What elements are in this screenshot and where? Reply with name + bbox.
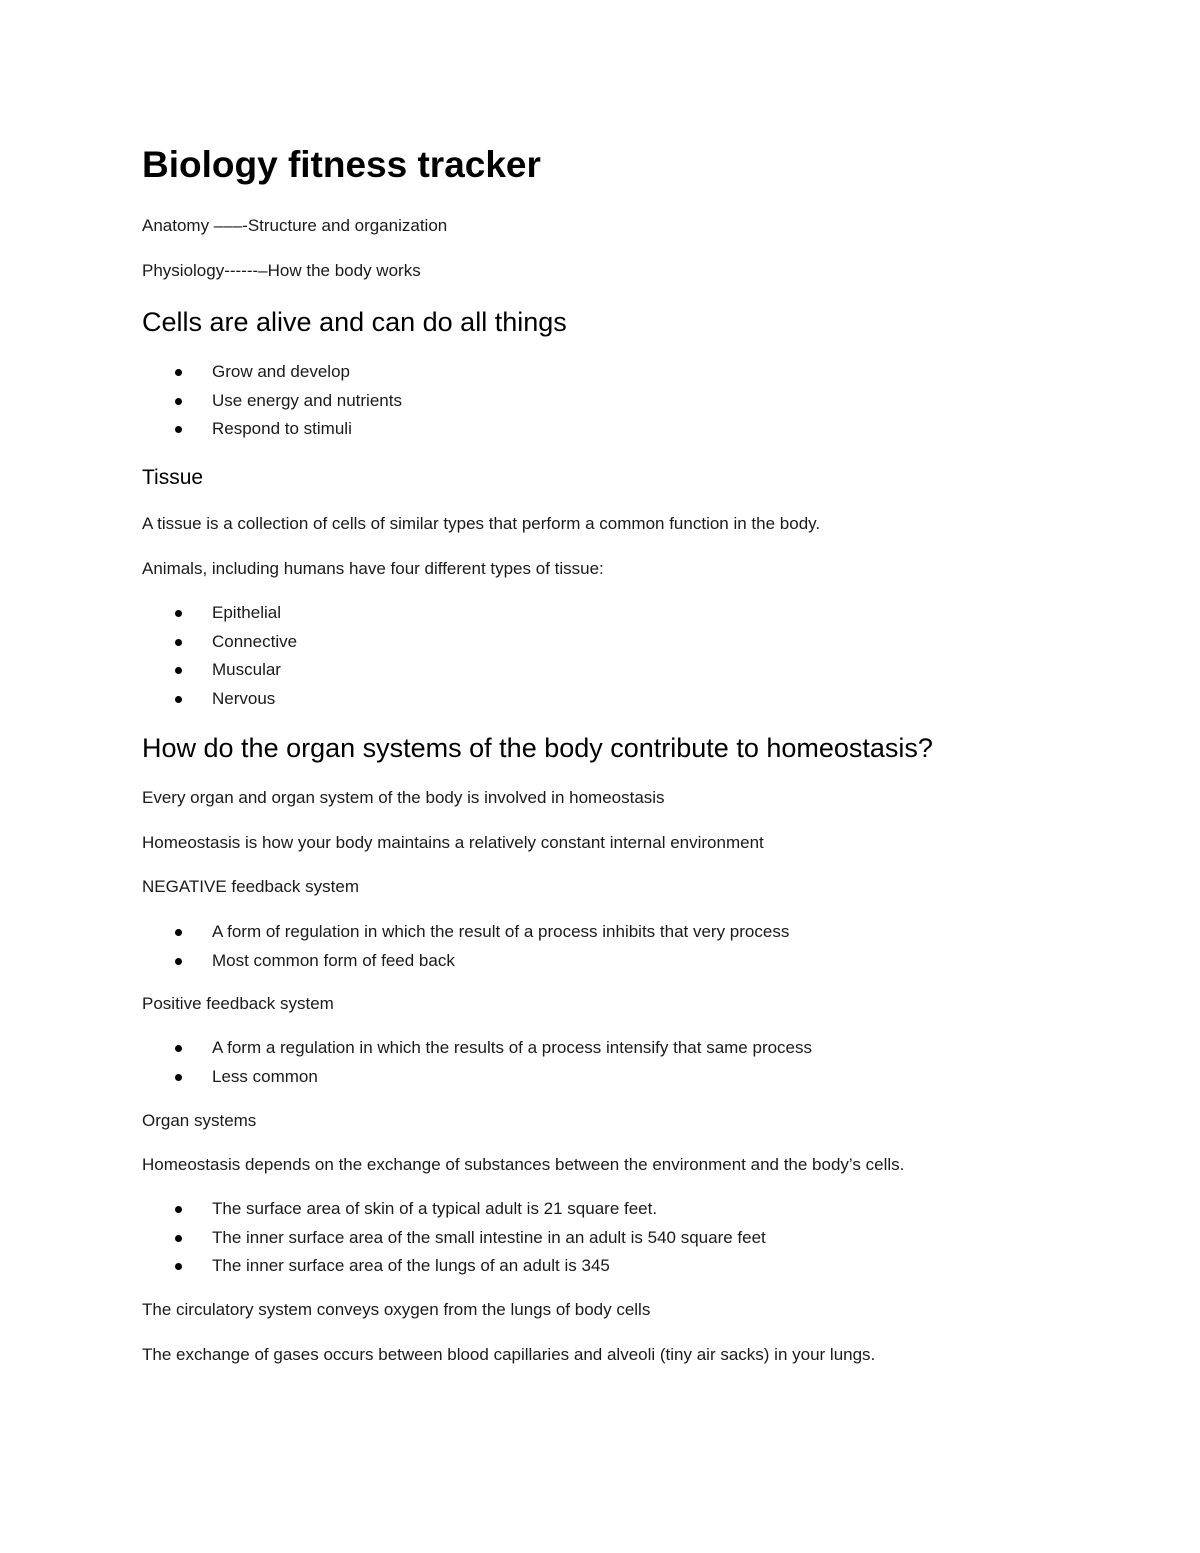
bullet-icon xyxy=(175,398,182,405)
exchange-line: Homeostasis depends on the exchange of substances between the environment and the body’s cells. xyxy=(142,1155,905,1174)
tissue-heading: Tissue xyxy=(142,466,204,489)
list-item xyxy=(142,1252,766,1281)
list-item-text: Less common xyxy=(212,1066,318,1086)
list-item xyxy=(142,415,402,444)
anatomy-line: Anatomy –––-Structure and organization xyxy=(142,216,448,235)
list-item xyxy=(142,387,402,416)
list-item-text: A form a regulation in which the results of a process intensify that same process xyxy=(212,1038,813,1057)
tissue-types-list xyxy=(142,599,297,713)
positive-feedback-label: Positive feedback system xyxy=(142,994,334,1013)
list-item xyxy=(142,918,789,947)
positive-feedback-list xyxy=(142,1034,812,1091)
bullet-icon xyxy=(175,1235,182,1242)
bullet-icon xyxy=(175,667,182,674)
list-item xyxy=(142,358,402,387)
homeostasis-heading: How do the organ systems of the body contribute to homeostasis? xyxy=(142,733,933,763)
bullet-icon xyxy=(175,1045,182,1052)
page-title: Biology fitness tracker xyxy=(142,144,541,185)
list-item-text: Most common form of feed back xyxy=(212,950,455,970)
cells-list xyxy=(142,358,402,444)
homeostasis-line-2: Homeostasis is how your body maintains a relatively constant internal environment xyxy=(142,833,764,852)
list-item xyxy=(142,1063,812,1092)
list-item-text: The inner surface area of the small intestine in an adult is 540 square feet xyxy=(212,1227,766,1247)
list-item-text: Nervous xyxy=(212,688,276,708)
list-item-text: The surface area of skin of a typical adult is 21 square feet. xyxy=(212,1199,658,1218)
gas-exchange-line: The exchange of gases occurs between blood capillaries and alveoli (tiny air sacks) in your lungs. xyxy=(142,1345,876,1364)
bullet-icon xyxy=(175,610,182,617)
list-item xyxy=(142,656,297,685)
list-item xyxy=(142,1034,812,1063)
surface-area-list xyxy=(142,1195,766,1281)
bullet-icon xyxy=(175,1074,182,1081)
list-item-text: Muscular xyxy=(212,660,281,679)
bullet-icon xyxy=(175,369,182,376)
physiology-line: Physiology------–How the body works xyxy=(142,261,421,280)
bullet-icon xyxy=(175,1206,182,1213)
list-item xyxy=(142,1224,766,1253)
list-item xyxy=(142,599,297,628)
tissue-types-intro: Animals, including humans have four different types of tissue: xyxy=(142,559,604,578)
list-item-text: Connective xyxy=(212,631,298,651)
list-item-text: Grow and develop xyxy=(212,362,350,381)
list-item-text: Use energy and nutrients xyxy=(212,390,402,410)
tissue-definition: A tissue is a collection of cells of similar types that perform a common function in the body. xyxy=(142,514,821,533)
negative-feedback-list xyxy=(142,918,789,975)
list-item-text: Respond to stimuli xyxy=(212,419,352,438)
organ-systems-label: Organ systems xyxy=(142,1111,257,1130)
bullet-icon xyxy=(175,639,182,646)
bullet-icon xyxy=(175,958,182,965)
bullet-icon xyxy=(175,1263,182,1270)
list-item-text: The inner surface area of the lungs of an adult is 345 xyxy=(212,1256,610,1275)
cells-heading: Cells are alive and can do all things xyxy=(142,307,567,337)
circulatory-line: The circulatory system conveys oxygen from the lungs of body cells xyxy=(142,1300,651,1319)
negative-feedback-label: NEGATIVE feedback system xyxy=(142,877,359,896)
list-item xyxy=(142,1195,766,1224)
bullet-icon xyxy=(175,929,182,936)
homeostasis-line-1: Every organ and organ system of the body is involved in homeostasis xyxy=(142,788,665,807)
bullet-icon xyxy=(175,426,182,433)
list-item xyxy=(142,947,789,976)
list-item-text: A form of regulation in which the result of a process inhibits that very process xyxy=(212,922,790,941)
list-item-text: Epithelial xyxy=(212,603,281,622)
list-item xyxy=(142,685,297,714)
list-item xyxy=(142,628,297,657)
bullet-icon xyxy=(175,696,182,703)
